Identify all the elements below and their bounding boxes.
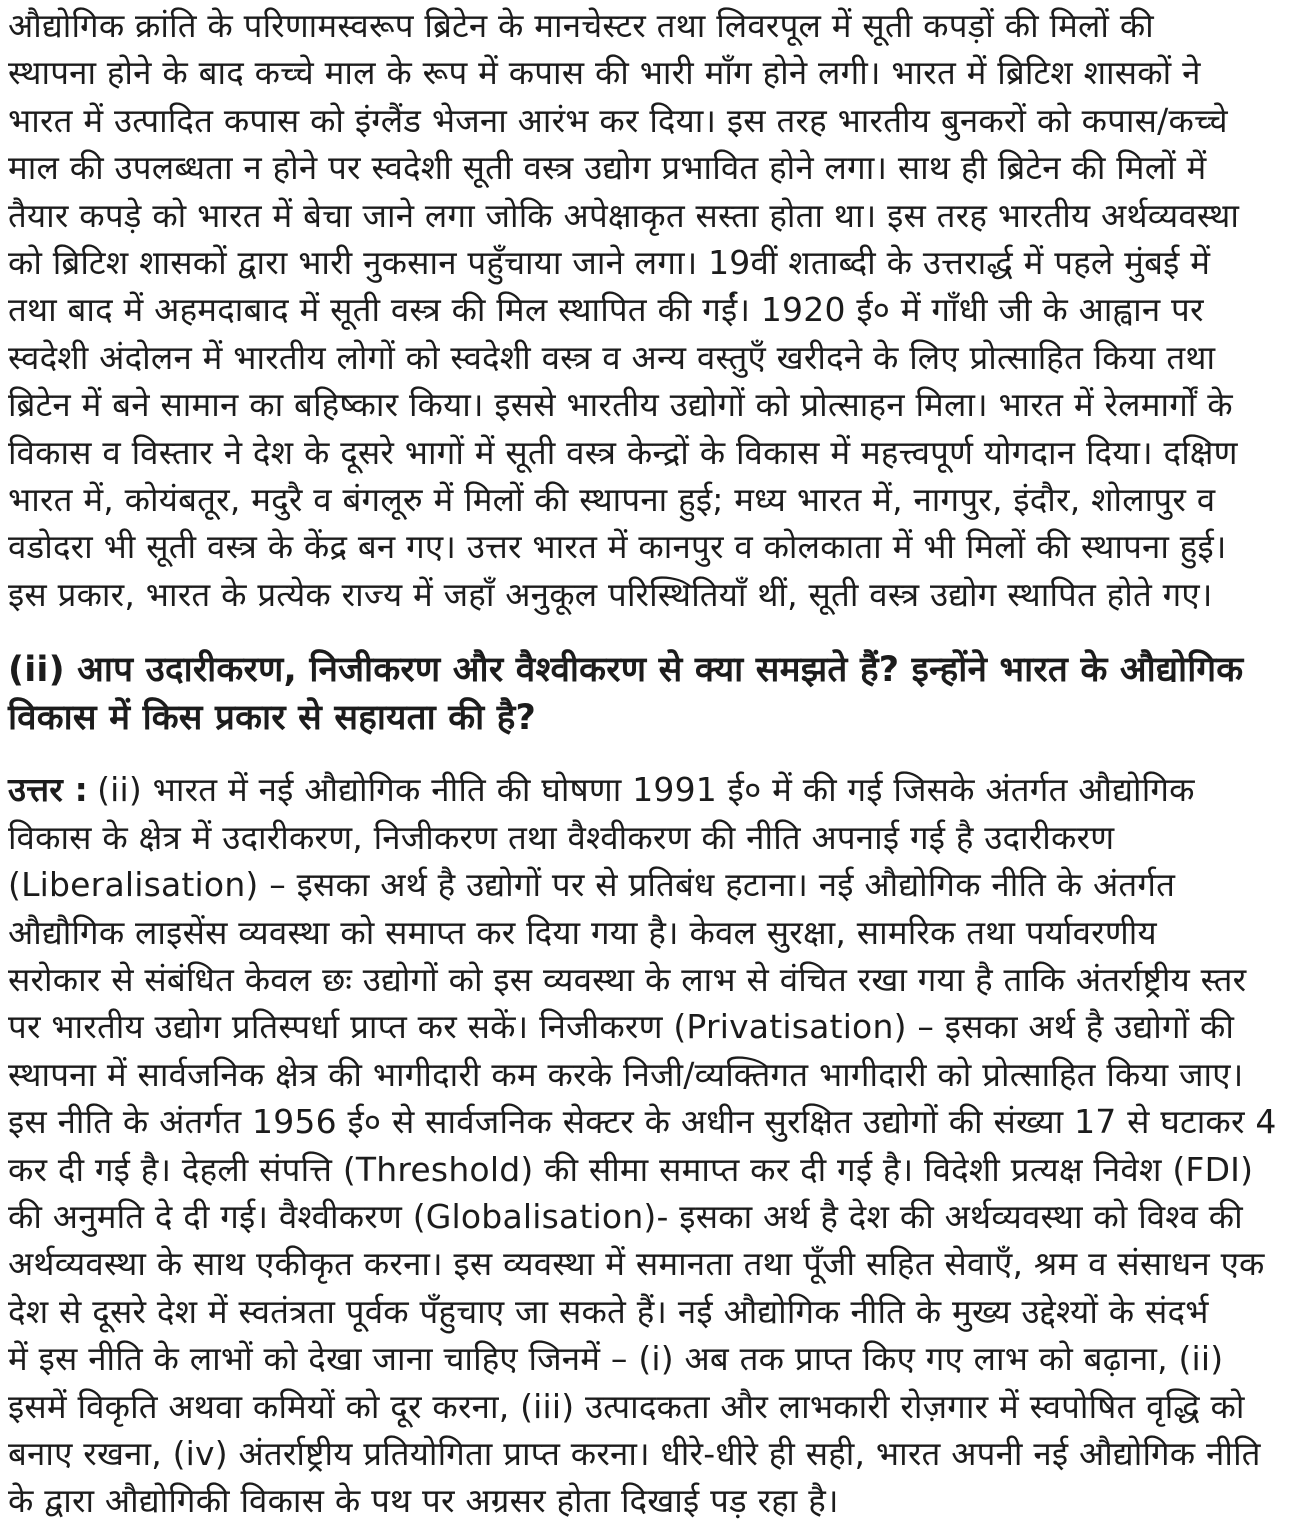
text-line: में इस नीति के लाभों को देखा जाना चाहिए जिनमें – (i) अब तक प्राप्त किए गए लाभ को बढ़ाना, (ii) bbox=[8, 1339, 1224, 1379]
text-line: सरोकार से संबंधित केवल छः उद्योगों को इस व्यवस्था के लाभ से वंचित रखा गया है ताकि अंतर्राष्ट्रीय स्तर bbox=[8, 959, 1247, 999]
answer-lines bbox=[8, 814, 1292, 1525]
text-line: औद्योगिक क्रांति के परिणामस्वरूप ब्रिटेन के मानचेस्टर तथा लिवरपूल में सूती कपड़ों की मिलों की bbox=[8, 6, 1154, 45]
text-line: (ii) आप उदारीकरण, निजीकरण और वैश्वीकरण से क्या समझते हैं? इन्होंने भारत के औद्योगिक bbox=[8, 650, 1244, 691]
text-line: विकास में किस प्रकार से सहायता की है? bbox=[8, 698, 537, 739]
paragraph-cotton-industry bbox=[8, 2, 1292, 618]
text-line: माल की उपलब्धता न होने पर स्वदेशी सूती वस्त्र उद्योग प्रभावित होने लगा। साथ ही ब्रिटेन की मिलों में bbox=[8, 148, 1207, 188]
answer-label: उत्तर : bbox=[8, 770, 89, 810]
text-line: तथा बाद में अहमदाबाद में सूती वस्त्र की मिल स्थापित की गईं। 1920 ई० में गाँधी जी के आह्वान पर bbox=[8, 290, 1204, 330]
text-line: की अनुमति दे दी गई। वैश्वीकरण (Globalisation)- इसका अर्थ है देश की अर्थव्यवस्था को विश्व की bbox=[8, 1196, 1243, 1236]
text-line: देश से दूसरे देश में स्वतंत्रता पूर्वक पँहुचाए जा सकते हैं। नई औद्योगिक नीति के मुख्य उद्देश्यों के संदर्भ bbox=[8, 1291, 1209, 1331]
answer-first-line bbox=[8, 766, 1292, 813]
text-line: बनाए रखना, (iv) अंतर्राष्ट्रीय प्रतियोगिता प्राप्त करना। धीरे-धीरे ही सही, भारत अपनी नई औद्योगिक नीति bbox=[8, 1433, 1261, 1473]
text-line: वडोदरा भी सूती वस्त्र के केंद्र बन गए। उत्तर भारत में कानपुर व कोलकाता में भी मिलों की स्थापना हुई। bbox=[8, 527, 1227, 567]
question-heading bbox=[8, 646, 1292, 742]
text-line: को ब्रिटिश शासकों द्वारा भारी नुकसान पहुँचाया जाने लगा। 19वीं शताब्दी के उत्तरार्द्ध में पहले मुंबई में bbox=[8, 243, 1211, 283]
text-line: के द्वारा औद्योगिकी विकास के पथ पर अग्रसर होता दिखाई पड़ रहा है। bbox=[8, 1481, 839, 1521]
text-line: इस प्रकार, भारत के प्रत्येक राज्य में जहाँ अनुकूल परिस्थितियाँ थीं, सूती वस्त्र उद्योग स्थापित होते गए। bbox=[8, 574, 1213, 614]
text-line: ब्रिटेन में बने सामान का बहिष्कार किया। इससे भारतीय उद्योगों को प्रोत्साहन मिला। भारत में रेलमार्गों के bbox=[8, 385, 1233, 425]
text-line: विकास के क्षेत्र में उदारीकरण, निजीकरण तथा वैश्वीकरण की नीति अपनाई गई है उदारीकरण bbox=[8, 817, 1115, 857]
text-line: पर भारतीय उद्योग प्रतिस्पर्धा प्राप्त कर सकें। निजीकरण (Privatisation) – इसका अर्थ है उद्योगों की bbox=[8, 1007, 1235, 1047]
text-line: औद्यौगिक लाइसेंस व्यवस्था को समाप्त कर दिया गया है। केवल सुरक्षा, सामरिक तथा पर्यावरणीय bbox=[8, 912, 1157, 952]
text-line: विकास व विस्तार ने देश के दूसरे भागों में सूती वस्त्र केन्द्रों के विकास में महत्त्वपूर्ण योगदान दिया। दक्षिण bbox=[8, 432, 1238, 472]
text-line: तैयार कपड़े को भारत में बेचा जाने लगा जोकि अपेक्षाकृत सस्ता होता था। इस तरह भारतीय अर्थव्यवस्था bbox=[8, 195, 1240, 235]
text-line: इसमें विकृति अथवा कमियों को दूर करना, (iii) उत्पादकता और लाभकारी रोज़गार में स्वपोषित वृद्धि को bbox=[8, 1386, 1245, 1426]
text-line: इस नीति के अंतर्गत 1956 ई० से सार्वजनिक सेक्टर के अधीन सुरक्षित उद्योगों की संख्या 17 से घटाकर 4 bbox=[8, 1102, 1277, 1142]
text-line: अर्थव्यवस्था के साथ एकीकृत करना। इस व्यवस्था में समानता तथा पूँजी सहित सेवाएँ, श्रम व संसाधन एक bbox=[8, 1244, 1265, 1284]
text-line: (Liberalisation) – इसका अर्थ है उद्योगों पर से प्रतिबंध हटाना। नई औद्योगिक नीति के अंतर्गत bbox=[8, 865, 1176, 905]
text-line: स्वदेशी अंदोलन में भारतीय लोगों को स्वदेशी वस्त्र व अन्य वस्तुएँ खरीदने के लिए प्रोत्साहित किया तथा bbox=[8, 337, 1216, 377]
text-line: स्थापना में सार्वजनिक क्षेत्र की भागीदारी कम करके निजी/व्यक्तिगत भागीदारी को प्रोत्साहित किया जाए। bbox=[8, 1054, 1244, 1094]
answer-first-line-text: (ii) भारत में नई औद्योगिक नीति की घोषणा 1991 ई० में की गई जिसके अंतर्गत औद्योगिक bbox=[97, 770, 1195, 810]
text-line: कर दी गई है। देहली संपत्ति (Threshold) की सीमा समाप्त कर दी गई है। विदेशी प्रत्यक्ष निवेश (FDI) bbox=[8, 1149, 1254, 1189]
answer-paragraph bbox=[8, 766, 1292, 1525]
text-line: भारत में उत्पादित कपास को इंग्लैंड भेजना आरंभ कर दिया। इस तरह भारतीय बुनकरों को कपास/कच्चे bbox=[8, 100, 1228, 140]
text-line: स्थापना होने के बाद कच्चे माल के रूप में कपास की भारी माँग होने लगी। भारत में ब्रिटिश शासकों ने bbox=[8, 53, 1201, 93]
text-line: भारत में, कोयंबतूर, मदुरै व बंगलूरु में मिलों की स्थापना हुई; मध्य भारत में, नागपुर, इंदौर, शोलापुर व bbox=[8, 480, 1216, 520]
